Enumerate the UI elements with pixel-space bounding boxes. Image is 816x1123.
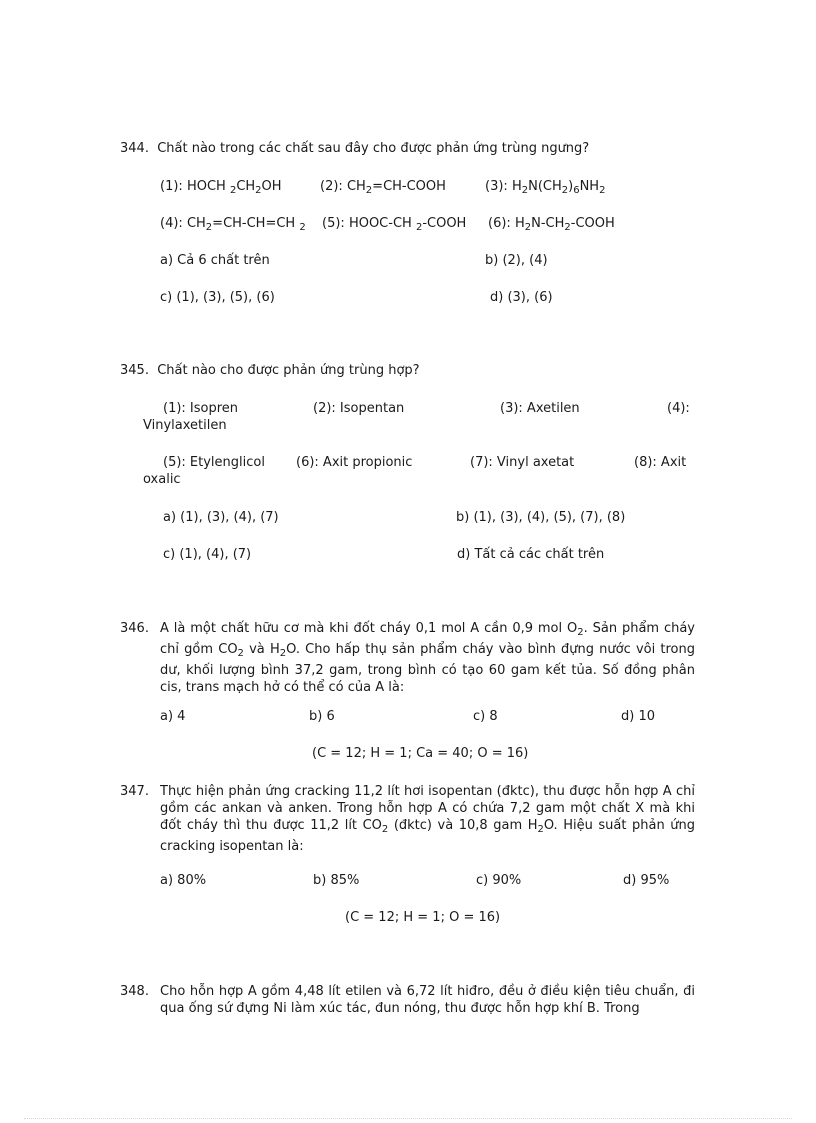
question-number: 347. xyxy=(120,784,149,799)
q344-item-1: (1): HOCH $_2CH_2OH$ xyxy=(160,179,282,196)
q345-item-4: (4): xyxy=(667,401,690,416)
q345-item-6: (6): Axit propionic xyxy=(296,455,413,470)
q347-atomic-masses: (C = 12; H = 1; O = 16) xyxy=(345,910,501,925)
q345-item-4-name: Vinylaxetilen xyxy=(143,418,227,433)
question-number: 344. xyxy=(120,141,149,156)
q344-item-3: (3): $H_2N(CH_2)_6NH_2$ xyxy=(485,179,606,196)
q347-answer-c: c) 90% xyxy=(476,873,522,888)
q346-answer-d: d) 10 xyxy=(621,709,655,724)
q347-answer-b: b) 85% xyxy=(313,873,360,888)
question-text: Chất nào cho được phản ứng trùng hợp? xyxy=(157,363,420,378)
q345-item-3: (3): Axetilen xyxy=(500,401,580,416)
q345-question xyxy=(120,362,420,379)
q346-atomic-masses: (C = 12; H = 1; Ca = 40; O = 16) xyxy=(312,746,529,761)
q346-answer-c: c) 8 xyxy=(473,709,498,724)
q344-question xyxy=(120,140,589,157)
q344-item-2: (2): $CH_2=CH$-COOH xyxy=(320,179,446,196)
q346-answer-b: b) 6 xyxy=(309,709,335,724)
page-bottom-divider xyxy=(24,1118,792,1119)
q346-answer-a: a) 4 xyxy=(160,709,186,724)
q344-answer-c: c) (1), (3), (5), (6) xyxy=(160,290,275,305)
q345-answer-b: b) (1), (3), (4), (5), (7), (8) xyxy=(456,510,626,525)
q345-item-5: (5): Etylenglicol xyxy=(163,455,265,470)
question-number: 346. xyxy=(120,621,149,636)
question-number: 348. xyxy=(120,984,149,999)
q347-answer-a: a) 80% xyxy=(160,873,207,888)
q344-answer-a: a) Cả 6 chất trên xyxy=(160,253,270,268)
q348-question: Cho hỗn hợp A gồm 4,48 lít etilen và 6,72 lít hiđro, đều ở điều kiện tiêu chuẩn, đi qua ống sứ đựng Ni làm xúc tác, đun nóng, thu được hỗn hợp khí B. Trong xyxy=(160,984,695,1016)
q346-question: A là một chất hữu cơ mà khi đốt cháy 0,1 mol A cần 0,9 mol $O_2$. Sản phẩm cháy chỉ gồm $CO_2$ và $H_2O$. Cho hấp thụ sản phẩm cháy vào bình đựng nước vôi trong dư, khối lượng bình 37,2 gam, trong bình có tạo 60 gam kết tủa. Số đồng phân cis, trans mạch hở có thể có của A là: xyxy=(160,621,695,695)
q345-answer-d: d) Tất cả các chất trên xyxy=(457,547,605,562)
q344-answer-d: d) (3), (6) xyxy=(490,290,553,305)
q344-item-4: (4): $CH_2=CH-CH=CH$ $_2$ xyxy=(160,216,306,233)
q344-item-6: (6): $H_2N-CH_2$-COOH xyxy=(488,216,615,233)
q345-item-2: (2): Isopentan xyxy=(313,401,405,416)
q345-answer-c: c) (1), (4), (7) xyxy=(163,547,252,562)
question-number: 345. xyxy=(120,363,149,378)
question-text: Chất nào trong các chất sau đây cho được phản ứng trùng ngưng? xyxy=(157,141,590,156)
q345-item-8-name: oxalic xyxy=(143,472,181,487)
q345-answer-a: a) (1), (3), (4), (7) xyxy=(163,510,279,525)
q344-item-5: (5): HOOC-CH $_2$-COOH xyxy=(322,216,467,233)
q344-answer-b: b) (2), (4) xyxy=(485,253,548,268)
q345-item-8: (8): Axit xyxy=(634,455,687,470)
q347-question: Thực hiện phản ứng cracking 11,2 lít hơi isopentan (đktc), thu được hỗn hợp A chỉ gồm các ankan và anken. Trong hỗn hợp A có chứa 7,2 gam một chất X mà khi đốt cháy thì thu được 11,2 lít $CO_2$ (đktc) và 10,8 gam $H_2O$. Hiệu suất phản ứng cracking isopentan là: xyxy=(160,784,696,854)
q345-item-7: (7): Vinyl axetat xyxy=(470,455,575,470)
q345-item-1: (1): Isopren xyxy=(163,401,239,416)
q347-answer-d: d) 95% xyxy=(623,873,670,888)
